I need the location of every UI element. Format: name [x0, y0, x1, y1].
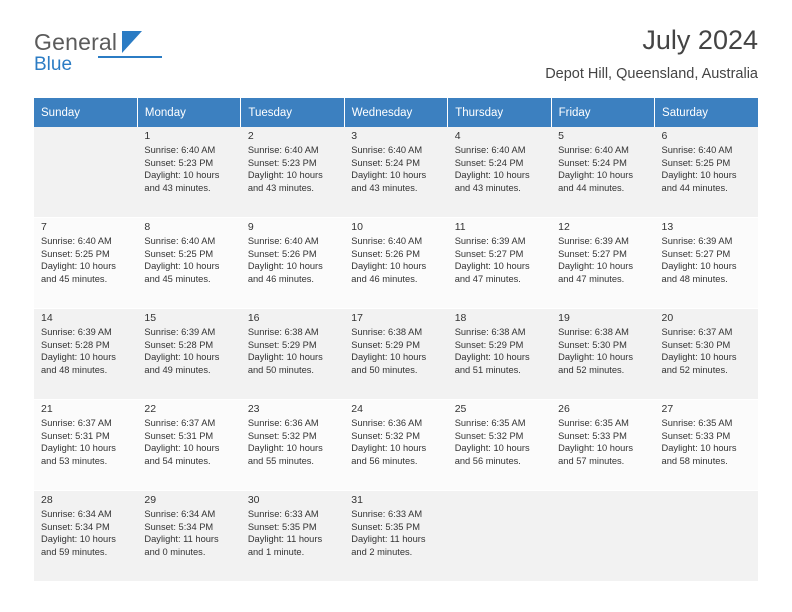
daylight-text-line2: and 1 minute.	[247, 546, 305, 557]
sunrise-text: Sunrise: 6:39 AM	[454, 236, 526, 247]
sunset-text: Sunset: 5:32 PM	[247, 430, 317, 441]
day-number: 3	[351, 130, 358, 142]
logo	[34, 30, 234, 82]
sunset-text: Sunset: 5:28 PM	[41, 339, 110, 350]
logo-text-blue: Blue	[34, 54, 73, 75]
daylight-text-line1: Daylight: 11 hours	[247, 534, 323, 545]
calendar-day-cell	[137, 218, 240, 309]
weekday-header-thursday: Thursday	[448, 98, 551, 127]
daylight-text-line2: and 57 minutes.	[558, 455, 625, 466]
calendar-day-cell	[241, 127, 344, 218]
daylight-text-line2: and 52 minutes.	[661, 364, 728, 375]
sunrise-text: Sunrise: 6:35 AM	[558, 418, 629, 429]
day-number: 13	[661, 221, 674, 233]
daylight-text-line2: and 45 minutes.	[144, 273, 211, 284]
daylight-text-line1: Daylight: 10 hours	[661, 352, 737, 363]
day-number: 21	[41, 403, 53, 415]
calendar-week-row	[34, 309, 758, 400]
daylight-text-line2: and 43 minutes.	[144, 182, 211, 193]
daylight-text-line2: and 0 minutes.	[144, 546, 206, 557]
sunset-text: Sunset: 5:24 PM	[454, 157, 524, 168]
day-number: 22	[144, 403, 157, 415]
sunset-text: Sunset: 5:28 PM	[144, 339, 214, 350]
sunrise-text: Sunrise: 6:39 AM	[661, 236, 733, 247]
daylight-text-line1: Daylight: 10 hours	[247, 170, 323, 181]
sunrise-text: Sunrise: 6:40 AM	[41, 236, 112, 247]
day-number: 18	[454, 312, 467, 324]
daylight-text-line2: and 43 minutes.	[454, 182, 521, 193]
daylight-text-line2: and 58 minutes.	[661, 455, 728, 466]
sunrise-text: Sunrise: 6:40 AM	[247, 145, 319, 156]
daylight-text-line2: and 2 minutes.	[351, 546, 413, 557]
calendar-day-cell	[137, 491, 240, 582]
day-number: 1	[144, 130, 151, 142]
sunrise-text: Sunrise: 6:40 AM	[454, 145, 526, 156]
day-number: 12	[558, 221, 570, 233]
weekday-header-saturday: Saturday	[655, 98, 758, 127]
sunrise-text: Sunrise: 6:36 AM	[247, 418, 319, 429]
daylight-text-line1: Daylight: 10 hours	[247, 261, 323, 272]
calendar-week-row	[34, 400, 758, 491]
sunset-text: Sunset: 5:24 PM	[351, 157, 420, 168]
calendar-day-cell	[344, 127, 447, 218]
page-location: Depot Hill, Queensland, Australia	[545, 66, 758, 82]
daylight-text-line1: Daylight: 10 hours	[41, 352, 116, 363]
day-number: 4	[454, 130, 461, 142]
calendar-day-cell	[448, 127, 551, 218]
sunrise-text: Sunrise: 6:40 AM	[661, 145, 733, 156]
calendar-day-cell	[551, 218, 654, 309]
sunrise-text: Sunrise: 6:33 AM	[351, 509, 423, 520]
day-number: 25	[454, 403, 467, 415]
day-number: 31	[351, 494, 363, 506]
sunset-text: Sunset: 5:32 PM	[351, 430, 420, 441]
sunset-text: Sunset: 5:33 PM	[661, 430, 731, 441]
daylight-text-line2: and 56 minutes.	[351, 455, 418, 466]
sunset-text: Sunset: 5:34 PM	[144, 521, 214, 532]
calendar-day-cell	[655, 218, 758, 309]
daylight-text-line2: and 47 minutes.	[558, 273, 625, 284]
calendar-day-cell	[448, 309, 551, 400]
day-number: 17	[351, 312, 363, 324]
calendar-day-cell	[551, 127, 654, 218]
sunrise-text: Sunrise: 6:37 AM	[41, 418, 112, 429]
logo-underline	[98, 56, 162, 58]
daylight-text-line1: Daylight: 10 hours	[41, 534, 116, 545]
daylight-text-line1: Daylight: 11 hours	[351, 534, 426, 545]
sunset-text: Sunset: 5:27 PM	[661, 248, 731, 259]
calendar-day-cell	[655, 400, 758, 491]
day-number: 6	[661, 130, 668, 142]
sunset-text: Sunset: 5:31 PM	[144, 430, 214, 441]
sunset-text: Sunset: 5:35 PM	[351, 521, 420, 532]
calendar-day-cell	[551, 491, 654, 582]
daylight-text-line2: and 43 minutes.	[247, 182, 314, 193]
daylight-text-line1: Daylight: 10 hours	[247, 443, 323, 454]
day-number: 11	[454, 221, 466, 233]
sunrise-text: Sunrise: 6:35 AM	[661, 418, 733, 429]
calendar-day-cell	[655, 491, 758, 582]
sunset-text: Sunset: 5:29 PM	[247, 339, 317, 350]
daylight-text-line2: and 44 minutes.	[661, 182, 728, 193]
daylight-text-line1: Daylight: 10 hours	[454, 443, 530, 454]
daylight-text-line1: Daylight: 10 hours	[351, 352, 427, 363]
day-number: 26	[558, 403, 570, 415]
sunrise-text: Sunrise: 6:40 AM	[351, 236, 423, 247]
calendar-day-cell	[448, 400, 551, 491]
sunrise-text: Sunrise: 6:39 AM	[558, 236, 629, 247]
sunrise-text: Sunrise: 6:39 AM	[144, 327, 216, 338]
sunset-text: Sunset: 5:25 PM	[41, 248, 110, 259]
daylight-text-line1: Daylight: 10 hours	[661, 443, 737, 454]
calendar-day-cell	[655, 127, 758, 218]
daylight-text-line1: Daylight: 10 hours	[351, 261, 427, 272]
daylight-text-line1: Daylight: 10 hours	[351, 170, 427, 181]
calendar-day-cell	[34, 127, 137, 218]
page-title: July 2024	[642, 25, 758, 55]
daylight-text-line1: Daylight: 10 hours	[558, 443, 634, 454]
daylight-text-line2: and 48 minutes.	[41, 364, 108, 375]
sunrise-text: Sunrise: 6:38 AM	[351, 327, 423, 338]
sunset-text: Sunset: 5:32 PM	[454, 430, 524, 441]
sunrise-text: Sunrise: 6:38 AM	[247, 327, 319, 338]
sunset-text: Sunset: 5:35 PM	[247, 521, 317, 532]
sunset-text: Sunset: 5:26 PM	[247, 248, 317, 259]
calendar-day-cell	[655, 309, 758, 400]
calendar-day-cell	[137, 309, 240, 400]
day-number: 19	[558, 312, 570, 324]
daylight-text-line1: Daylight: 10 hours	[454, 352, 530, 363]
sunset-text: Sunset: 5:30 PM	[661, 339, 731, 350]
daylight-text-line1: Daylight: 10 hours	[41, 443, 116, 454]
daylight-text-line2: and 55 minutes.	[247, 455, 314, 466]
day-number: 27	[661, 403, 674, 415]
calendar-day-cell	[34, 309, 137, 400]
calendar-day-cell	[344, 309, 447, 400]
daylight-text-line2: and 46 minutes.	[247, 273, 314, 284]
day-number: 23	[247, 403, 260, 415]
day-number: 24	[351, 403, 363, 415]
weekday-header-wednesday: Wednesday	[344, 98, 447, 127]
daylight-text-line1: Daylight: 11 hours	[144, 534, 219, 545]
weekday-header-monday: Monday	[137, 98, 240, 127]
sunset-text: Sunset: 5:27 PM	[454, 248, 524, 259]
daylight-text-line2: and 44 minutes.	[558, 182, 625, 193]
daylight-text-line1: Daylight: 10 hours	[558, 352, 634, 363]
sunrise-text: Sunrise: 6:38 AM	[454, 327, 526, 338]
daylight-text-line2: and 47 minutes.	[454, 273, 521, 284]
daylight-text-line1: Daylight: 10 hours	[144, 261, 220, 272]
daylight-text-line2: and 45 minutes.	[41, 273, 108, 284]
daylight-text-line1: Daylight: 10 hours	[661, 170, 737, 181]
day-number: 7	[41, 221, 47, 233]
calendar-day-cell	[448, 218, 551, 309]
calendar-day-cell	[241, 491, 344, 582]
daylight-text-line2: and 49 minutes.	[144, 364, 211, 375]
sunrise-text: Sunrise: 6:40 AM	[351, 145, 423, 156]
daylight-text-line1: Daylight: 10 hours	[247, 352, 323, 363]
sunrise-text: Sunrise: 6:37 AM	[661, 327, 733, 338]
day-number: 20	[661, 312, 674, 324]
day-number: 29	[144, 494, 157, 506]
calendar-day-cell	[551, 309, 654, 400]
daylight-text-line1: Daylight: 10 hours	[41, 261, 116, 272]
daylight-text-line2: and 59 minutes.	[41, 546, 108, 557]
daylight-text-line2: and 50 minutes.	[351, 364, 418, 375]
sunrise-text: Sunrise: 6:33 AM	[247, 509, 319, 520]
calendar-day-cell	[241, 218, 344, 309]
calendar-day-cell	[137, 127, 240, 218]
sunrise-text: Sunrise: 6:34 AM	[41, 509, 112, 520]
daylight-text-line2: and 48 minutes.	[661, 273, 728, 284]
day-number: 28	[41, 494, 53, 506]
daylight-text-line1: Daylight: 10 hours	[454, 170, 530, 181]
calendar-day-cell	[34, 491, 137, 582]
daylight-text-line1: Daylight: 10 hours	[558, 261, 634, 272]
daylight-text-line1: Daylight: 10 hours	[661, 261, 737, 272]
calendar-day-cell	[344, 491, 447, 582]
day-number: 10	[351, 221, 363, 233]
sunset-text: Sunset: 5:23 PM	[144, 157, 214, 168]
sunrise-text: Sunrise: 6:35 AM	[454, 418, 526, 429]
calendar-day-cell	[241, 309, 344, 400]
sunrise-text: Sunrise: 6:37 AM	[144, 418, 216, 429]
calendar-day-cell	[344, 218, 447, 309]
sunrise-text: Sunrise: 6:40 AM	[144, 145, 216, 156]
calendar-week-row	[34, 218, 758, 309]
calendar-day-cell	[448, 491, 551, 582]
daylight-text-line2: and 51 minutes.	[454, 364, 521, 375]
day-number: 5	[558, 130, 564, 142]
sunset-text: Sunset: 5:29 PM	[351, 339, 420, 350]
calendar-week-row	[34, 491, 758, 582]
daylight-text-line2: and 56 minutes.	[454, 455, 521, 466]
logo-text-general: General	[34, 29, 118, 55]
calendar-day-cell	[241, 400, 344, 491]
weekday-header-sunday: Sunday	[34, 98, 137, 127]
daylight-text-line2: and 46 minutes.	[351, 273, 418, 284]
logo-flag-icon	[122, 31, 142, 53]
sunset-text: Sunset: 5:25 PM	[661, 157, 731, 168]
day-number: 8	[144, 221, 151, 233]
daylight-text-line1: Daylight: 10 hours	[144, 352, 220, 363]
sunset-text: Sunset: 5:34 PM	[41, 521, 110, 532]
daylight-text-line2: and 50 minutes.	[247, 364, 314, 375]
sunset-text: Sunset: 5:25 PM	[144, 248, 214, 259]
calendar-table	[34, 98, 758, 582]
calendar-day-cell	[344, 400, 447, 491]
sunrise-text: Sunrise: 6:34 AM	[144, 509, 216, 520]
sunrise-text: Sunrise: 6:40 AM	[144, 236, 216, 247]
page-header	[34, 0, 758, 98]
daylight-text-line1: Daylight: 10 hours	[558, 170, 634, 181]
sunset-text: Sunset: 5:31 PM	[41, 430, 110, 441]
day-number: 16	[247, 312, 260, 324]
calendar-day-cell	[34, 218, 137, 309]
sunrise-text: Sunrise: 6:38 AM	[558, 327, 629, 338]
day-number: 14	[41, 312, 53, 324]
calendar-day-cell	[551, 400, 654, 491]
calendar-day-cell	[34, 400, 137, 491]
sunset-text: Sunset: 5:26 PM	[351, 248, 420, 259]
daylight-text-line2: and 52 minutes.	[558, 364, 625, 375]
sunrise-text: Sunrise: 6:39 AM	[41, 327, 112, 338]
day-number: 30	[247, 494, 260, 506]
sunset-text: Sunset: 5:33 PM	[558, 430, 627, 441]
calendar-week-row	[34, 127, 758, 218]
weekday-header-friday: Friday	[551, 98, 654, 127]
day-number: 2	[247, 130, 254, 142]
daylight-text-line2: and 54 minutes.	[144, 455, 211, 466]
sunset-text: Sunset: 5:24 PM	[558, 157, 627, 168]
title-block	[545, 24, 758, 83]
day-number: 15	[144, 312, 157, 324]
daylight-text-line2: and 53 minutes.	[41, 455, 108, 466]
daylight-text-line2: and 43 minutes.	[351, 182, 418, 193]
daylight-text-line1: Daylight: 10 hours	[454, 261, 530, 272]
sunrise-text: Sunrise: 6:40 AM	[247, 236, 319, 247]
daylight-text-line1: Daylight: 10 hours	[144, 170, 220, 181]
daylight-text-line1: Daylight: 10 hours	[144, 443, 220, 454]
sunset-text: Sunset: 5:23 PM	[247, 157, 317, 168]
calendar-header-row	[34, 98, 758, 127]
calendar-day-cell	[137, 400, 240, 491]
sunset-text: Sunset: 5:29 PM	[454, 339, 524, 350]
day-number: 9	[247, 221, 254, 233]
daylight-text-line1: Daylight: 10 hours	[351, 443, 427, 454]
sunrise-text: Sunrise: 6:36 AM	[351, 418, 423, 429]
sunset-text: Sunset: 5:27 PM	[558, 248, 627, 259]
sunset-text: Sunset: 5:30 PM	[558, 339, 627, 350]
sunrise-text: Sunrise: 6:40 AM	[558, 145, 629, 156]
weekday-header-tuesday: Tuesday	[241, 98, 344, 127]
